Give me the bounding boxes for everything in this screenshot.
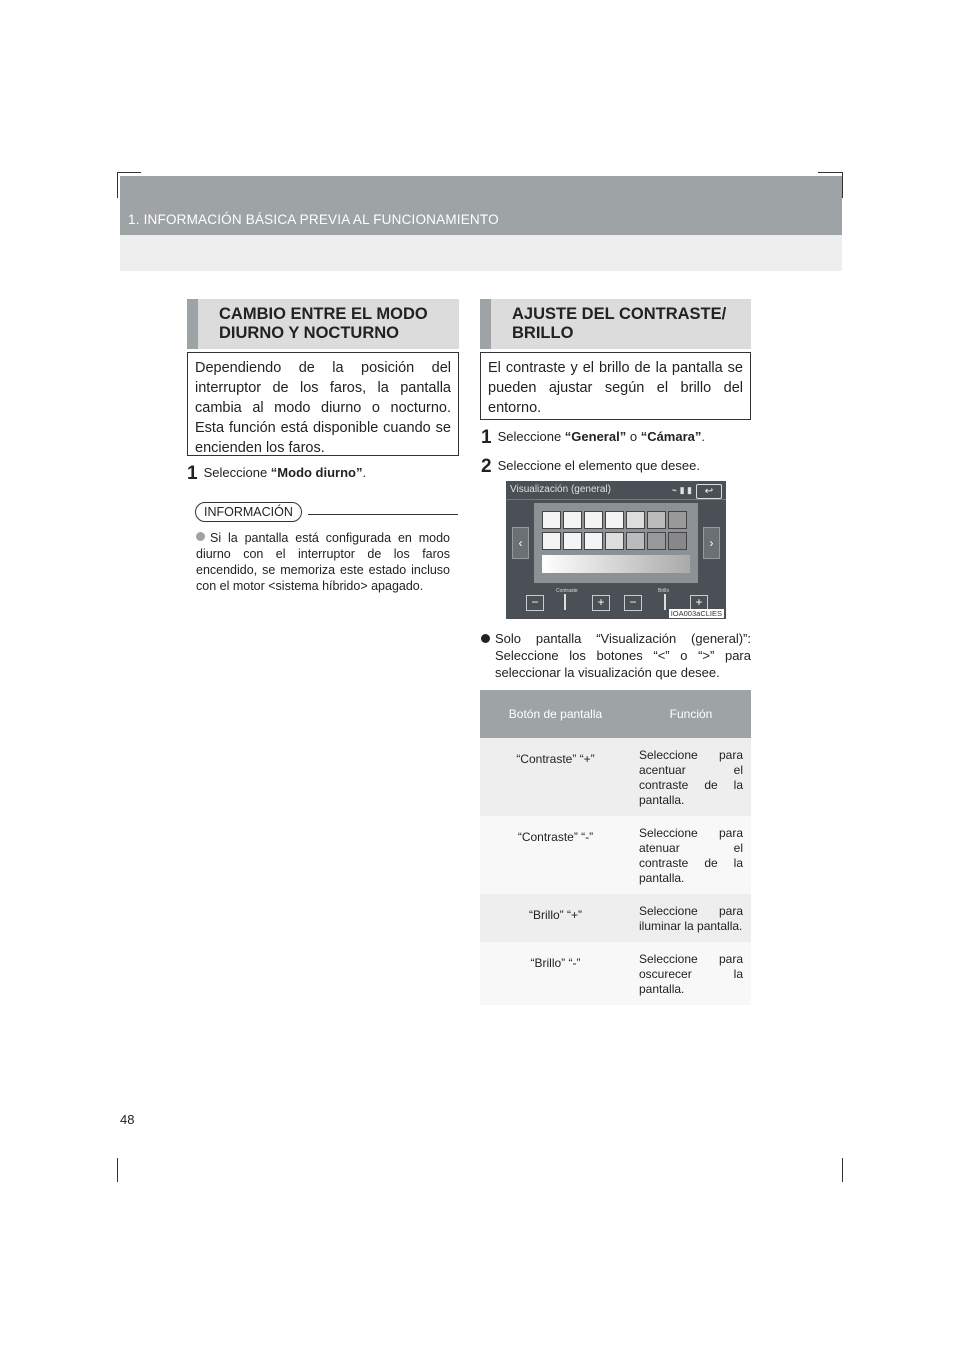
pattern-cell	[563, 532, 582, 550]
brightness-gradient	[542, 555, 690, 573]
screen-note	[481, 630, 751, 681]
contrast-minus-button[interactable]: −	[526, 595, 544, 611]
pattern-cell	[626, 532, 645, 550]
table-header-button: Botón de pantalla	[480, 690, 631, 738]
table-cell-function: Seleccione para iluminar la pantalla.	[631, 894, 751, 942]
table-row	[480, 942, 751, 1005]
section-heading-day-night	[187, 299, 459, 349]
table-cell-button: “Contraste” “+”	[480, 738, 631, 816]
intro-box-contrast: El contraste y el brillo de la pantalla se pueden ajustar según el brillo del entorno.	[480, 352, 751, 420]
step-number: 1	[187, 463, 198, 484]
info-label: INFORMACIÓN	[195, 502, 302, 522]
crop-mark	[842, 1158, 843, 1182]
info-text-content: Si la pantalla está configurada en modo diurno con el interruptor de los faros encendido, se memoriza este estado incluso con el motor <sistema híbrido> apagado.	[196, 531, 450, 593]
screen-note-text: Solo pantalla “Visualización (general)”: Seleccione los botones “<” o “>” para seleccionar la visualización que desee.	[495, 631, 751, 680]
contrast-slider[interactable]	[564, 594, 566, 610]
display-screen-illustration	[506, 481, 726, 619]
step-option-camera: “Cámara”	[640, 429, 702, 444]
back-button[interactable]: ↩	[696, 484, 722, 499]
intro-box-day-night: Dependiendo de la posición del interruptor de los faros, la pantalla cambia al modo diurno o nocturno. Esta función está disponible cuando se encienden los faros.	[187, 352, 459, 456]
step-number: 1	[481, 427, 492, 448]
screen-title: Visualización (general)	[510, 484, 611, 495]
pattern-cell	[542, 532, 561, 550]
brightness-slider[interactable]	[664, 594, 666, 610]
contrast-plus-button[interactable]: +	[592, 595, 610, 611]
screen-divider	[506, 499, 726, 500]
step-text: Seleccione el elemento que desee.	[497, 458, 700, 473]
brightness-plus-button[interactable]: +	[690, 595, 708, 611]
contrast-label: Contraste	[556, 588, 578, 594]
step-1-day-night	[187, 463, 366, 485]
table-header-function: Función	[631, 690, 751, 738]
bullet-icon	[481, 634, 490, 643]
step-1-contrast	[481, 427, 705, 449]
section-heading-bar	[480, 299, 491, 349]
figure-code: IOA003aCLIES	[670, 609, 722, 618]
table-row	[480, 816, 751, 894]
table-cell-function: Seleccione para atenuar el contraste de la pantalla.	[631, 816, 751, 894]
pattern-cell	[584, 532, 603, 550]
pattern-cell	[647, 511, 666, 529]
crop-mark	[117, 1158, 118, 1182]
pattern-cell	[584, 511, 603, 529]
table-row	[480, 738, 751, 816]
pattern-cell	[563, 511, 582, 529]
step-2-contrast	[481, 456, 700, 478]
page-number: 48	[120, 1112, 135, 1127]
pattern-cell	[668, 511, 687, 529]
step-text: Seleccione	[203, 465, 271, 480]
table-cell-function: Seleccione para oscurecer la pantalla.	[631, 942, 751, 1005]
step-suffix: .	[701, 429, 706, 444]
info-divider	[308, 514, 458, 515]
crop-mark	[842, 172, 843, 198]
info-text	[196, 530, 450, 594]
pattern-cell	[626, 511, 645, 529]
section-heading-contrast	[480, 299, 751, 349]
left-arrow-button[interactable]: ‹	[512, 527, 529, 559]
crop-mark	[818, 172, 842, 173]
test-pattern-grid	[542, 511, 690, 551]
pattern-cell	[647, 532, 666, 550]
pattern-cell	[542, 511, 561, 529]
table-row	[480, 894, 751, 942]
table-cell-button: “Brillo” “-”	[480, 942, 631, 1005]
crop-mark	[117, 172, 118, 198]
function-table	[480, 690, 751, 1005]
step-text-or: o	[626, 429, 641, 444]
pattern-cell	[605, 511, 624, 529]
table-header-row	[480, 690, 751, 738]
right-arrow-button[interactable]: ›	[703, 527, 720, 559]
pattern-cell	[668, 532, 687, 550]
step-text: Seleccione	[497, 429, 565, 444]
table-cell-button: “Brillo” “+”	[480, 894, 631, 942]
brightness-label: Brillo	[658, 588, 670, 594]
section-heading-bar	[187, 299, 198, 349]
step-option: “Modo diurno”	[270, 465, 363, 480]
section-heading-text: CAMBIO ENTRE EL MODO DIURNO Y NOCTURNO	[219, 305, 428, 342]
table-cell-button: “Contraste” “-”	[480, 816, 631, 894]
status-icons: ⌁ ▮ ▮	[671, 485, 692, 495]
table-cell-function: Seleccione para acentuar el contraste de la pantalla.	[631, 738, 751, 816]
crop-mark	[117, 172, 141, 173]
step-option-general: “General”	[564, 429, 627, 444]
section-heading-text: AJUSTE DEL CONTRASTE/ BRILLO	[512, 305, 727, 342]
step-suffix: .	[362, 465, 367, 480]
chapter-title: 1. INFORMACIÓN BÁSICA PREVIA AL FUNCIONAMIENTO	[128, 212, 499, 227]
brightness-minus-button[interactable]: −	[624, 595, 642, 611]
pattern-cell	[605, 532, 624, 550]
step-number: 2	[481, 456, 492, 477]
